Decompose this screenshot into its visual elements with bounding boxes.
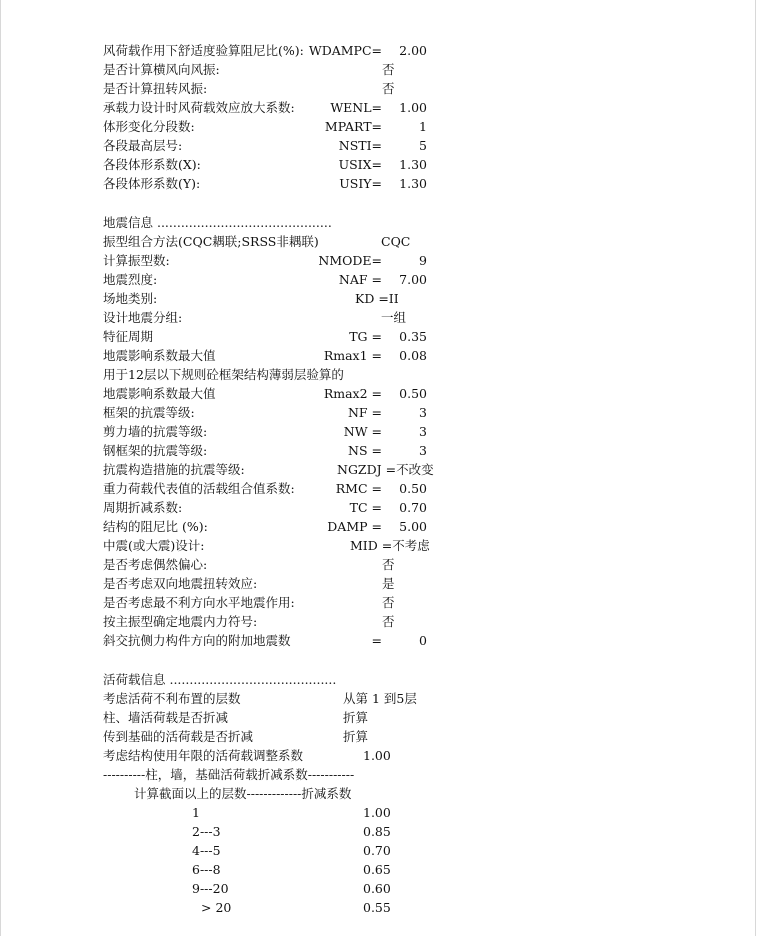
row-value: 0.08 [399, 348, 427, 363]
row-code: NW = [343, 424, 382, 439]
row-value: 3 [419, 424, 427, 439]
table-row [0, 879, 760, 898]
table-row [0, 860, 760, 879]
row-label: 按主振型确定地震内力符号: [103, 614, 258, 629]
row-label: 考虑活荷不利布置的层数 [103, 691, 241, 706]
row-value: 0.35 [399, 329, 427, 344]
seismic-row [0, 422, 760, 441]
row-value: 3 [419, 405, 427, 420]
row-value: 否 [382, 614, 395, 629]
row-value: 一组 [381, 310, 407, 325]
row-label: 周期折减系数: [103, 500, 183, 515]
section-heading: 活荷载信息 .......................................... [103, 672, 337, 687]
row-value: 5.00 [399, 519, 427, 534]
factor-cell: 0.60 [363, 881, 391, 896]
floors-cell: 9---20 [192, 881, 229, 896]
seismic-row [0, 251, 760, 270]
seismic-row [0, 498, 760, 517]
seismic-row [0, 384, 760, 403]
row-value: 1.00 [399, 100, 427, 115]
row-label: 钢框架的抗震等级: [103, 443, 208, 458]
factor-cell: 0.55 [363, 900, 391, 915]
factor-cell: 0.70 [363, 843, 391, 858]
seismic-row [0, 441, 760, 460]
row-value: 折算 [343, 710, 369, 725]
reduction-table-header [0, 784, 760, 803]
row-value: 9 [419, 253, 427, 268]
row-label: 是否计算扭转风振: [103, 81, 208, 96]
row-label: 是否考虑双向地震扭转效应: [103, 576, 258, 591]
row-value: 从第 1 到5层 [343, 691, 417, 706]
row-code: NGZDJ =不改变 [337, 462, 434, 477]
floors-cell: 2---3 [192, 824, 221, 839]
row-code: NS = [348, 443, 382, 458]
row-label: 框架的抗震等级: [103, 405, 195, 420]
row-label: 振型组合方法(CQC耦联;SRSS非耦联) [103, 234, 319, 249]
row-value: 是 [382, 576, 395, 591]
row-value: 0.70 [399, 500, 427, 515]
seismic-row [0, 517, 760, 536]
row-code: MPART= [324, 119, 382, 134]
seismic-heading [0, 213, 760, 232]
factor-cell: 1.00 [363, 805, 391, 820]
seismic-row [0, 631, 760, 650]
row-value: 否 [382, 62, 395, 77]
table-row [0, 898, 760, 917]
wind-row [0, 60, 760, 79]
seismic-row [0, 403, 760, 422]
row-label: 抗震构造措施的抗震等级: [103, 462, 245, 477]
row-label: 考虑结构使用年限的活荷载调整系数 [103, 748, 304, 763]
row-code: NAF = [338, 272, 382, 287]
row-value: 1.30 [399, 176, 427, 191]
reduction-table-title [0, 765, 760, 784]
table-title: ----------柱，墙，基础活荷载折减系数----------- [103, 767, 355, 782]
row-code: WDAMPC= [308, 43, 382, 58]
seismic-row [0, 308, 760, 327]
row-label: 剪力墙的抗震等级: [103, 424, 208, 439]
row-value: 3 [419, 443, 427, 458]
row-label: 地震影响系数最大值 [103, 386, 216, 401]
row-code: USIY= [339, 176, 382, 191]
row-code: = [371, 633, 382, 648]
floors-cell: 4---5 [192, 843, 221, 858]
row-label: 结构的阻尼比 (%): [103, 519, 208, 534]
floors-cell: > 20 [201, 900, 232, 915]
row-label: 中震(或大震)设计: [103, 538, 205, 553]
live-heading [0, 670, 760, 689]
row-value: 5 [419, 138, 427, 153]
row-label: 场地类别: [103, 291, 158, 306]
row-value: 否 [382, 557, 395, 572]
seismic-row [0, 270, 760, 289]
row-value: 否 [382, 595, 395, 610]
row-label: 是否计算横风向风振: [103, 62, 220, 77]
seismic-row [0, 365, 760, 384]
row-label: 斜交抗侧力构件方向的附加地震数 [103, 633, 291, 648]
live-row [0, 708, 760, 727]
row-value: 折算 [343, 729, 369, 744]
row-code: KD =II [355, 291, 399, 306]
seismic-row [0, 327, 760, 346]
row-code: WENL= [330, 100, 382, 115]
section-heading: 地震信息 ............................................ [103, 215, 332, 230]
row-label: 是否考虑最不利方向水平地震作用: [103, 595, 295, 610]
row-value: 0 [419, 633, 427, 648]
row-label: 柱、墙活荷载是否折减 [103, 710, 229, 725]
wind-row [0, 41, 760, 60]
row-label: 体形变化分段数: [103, 119, 195, 134]
row-code: USIX= [338, 157, 382, 172]
row-code: NSTI= [338, 138, 382, 153]
floors-cell: 6---8 [192, 862, 221, 877]
seismic-row [0, 460, 760, 479]
seismic-row [0, 555, 760, 574]
row-label: 各段体形系数(X): [103, 157, 201, 172]
row-label: 计算振型数: [103, 253, 170, 268]
seismic-row [0, 574, 760, 593]
live-row [0, 746, 760, 765]
row-label: 承载力设计时风荷载效应放大系数: [103, 100, 295, 115]
row-label: 传到基础的活荷载是否折减 [103, 729, 254, 744]
floors-cell: 1 [192, 805, 200, 820]
table-row [0, 803, 760, 822]
row-label: 地震影响系数最大值 [103, 348, 216, 363]
wind-row [0, 174, 760, 193]
table-row [0, 841, 760, 860]
factor-cell: 0.85 [363, 824, 391, 839]
row-code: Rmax2 = [323, 386, 382, 401]
row-label: 是否考虑偶然偏心: [103, 557, 208, 572]
row-value: 0.50 [399, 386, 427, 401]
live-row [0, 689, 760, 708]
row-value: 1 [419, 119, 427, 134]
row-code: NMODE= [318, 253, 382, 268]
row-code: NF = [347, 405, 382, 420]
seismic-row [0, 612, 760, 631]
row-value: CQC [381, 234, 411, 249]
table-row [0, 822, 760, 841]
seismic-row [0, 479, 760, 498]
row-code: DAMP = [327, 519, 382, 534]
row-label: 特征周期 [103, 329, 154, 344]
row-code: RMC = [335, 481, 382, 496]
row-value: 7.00 [399, 272, 427, 287]
row-code: TC = [349, 500, 382, 515]
row-label: 风荷载作用下舒适度验算阻尼比(%): [103, 43, 304, 58]
wind-row [0, 79, 760, 98]
seismic-row [0, 593, 760, 612]
row-value: 1.30 [399, 157, 427, 172]
wind-row [0, 155, 760, 174]
row-label: 重力荷载代表值的活载组合值系数: [103, 481, 295, 496]
row-code: Rmax1 = [323, 348, 382, 363]
wind-row [0, 98, 760, 117]
row-label: 用于12层以下规则砼框架结构薄弱层验算的 [103, 367, 344, 382]
factor-cell: 0.65 [363, 862, 391, 877]
wind-row [0, 117, 760, 136]
seismic-row [0, 289, 760, 308]
seismic-row [0, 536, 760, 555]
row-value: 2.00 [399, 43, 427, 58]
row-value: 否 [382, 81, 395, 96]
wind-row [0, 136, 760, 155]
seismic-row [0, 346, 760, 365]
table-header: 计算截面以上的层数-------------折减系数 [134, 786, 352, 801]
row-code: TG = [349, 329, 382, 344]
row-code: MID =不考虑 [350, 538, 430, 553]
row-value: 0.50 [399, 481, 427, 496]
row-value: 1.00 [363, 748, 391, 763]
row-label: 各段体形系数(Y): [103, 176, 201, 191]
row-label: 设计地震分组: [103, 310, 183, 325]
row-label: 地震烈度: [103, 272, 158, 287]
row-label: 各段最高层号: [103, 138, 183, 153]
live-row [0, 727, 760, 746]
seismic-row [0, 232, 760, 251]
